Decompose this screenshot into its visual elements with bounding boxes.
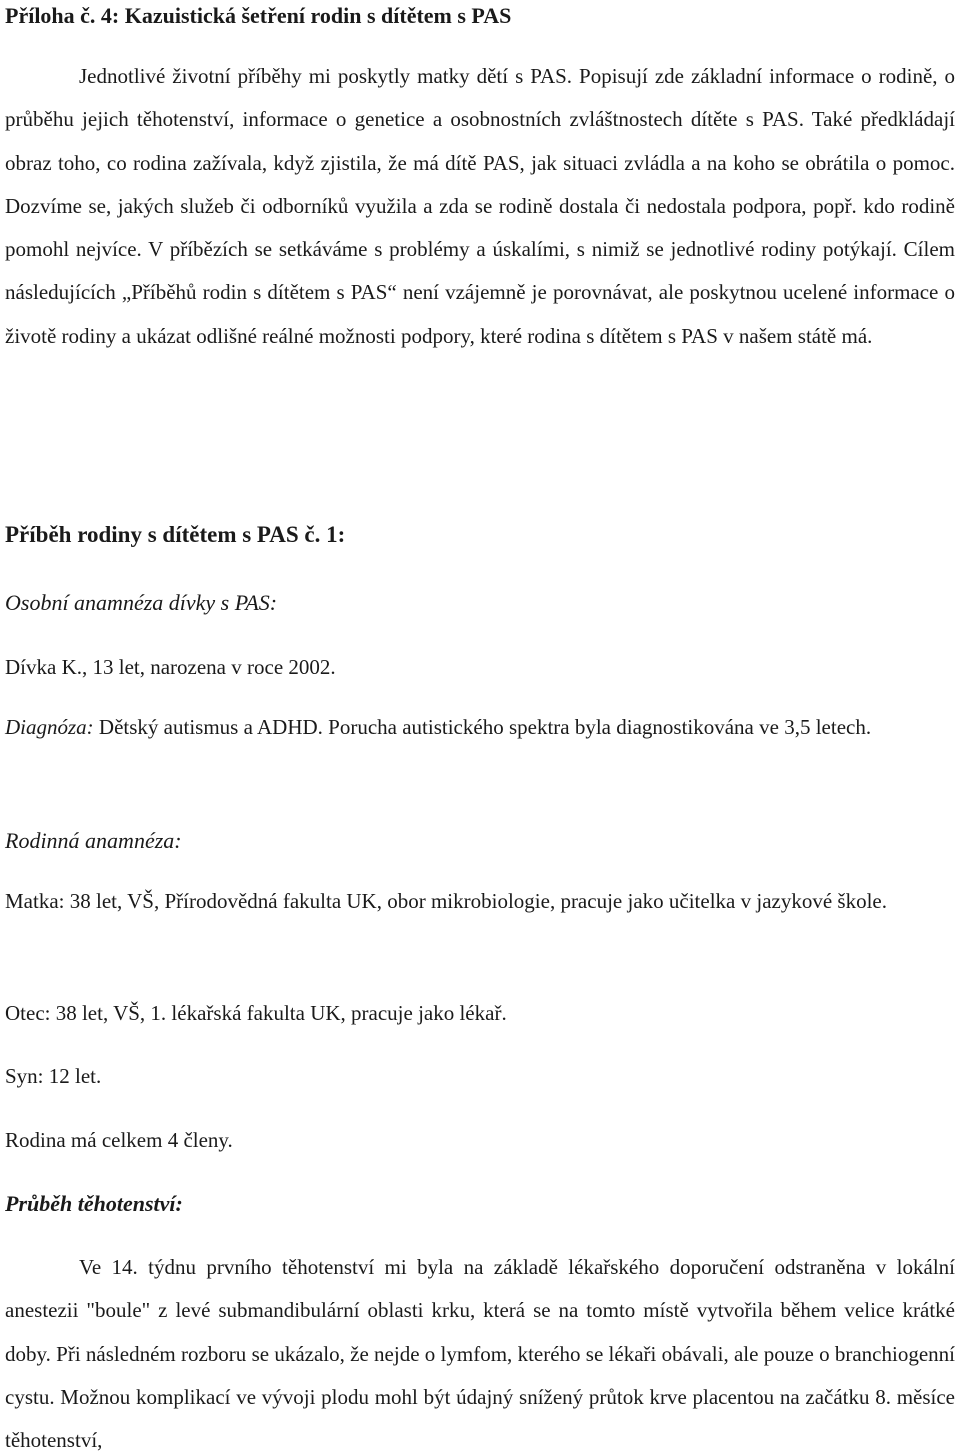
mother-info: Matka: 38 let, VŠ, Přírodovědná fakulta UK, obor mikrobiologie, pracuje jako učitelka v jazykové škole. bbox=[5, 889, 887, 913]
family-size-info: Rodina má celkem 4 členy. bbox=[5, 1128, 233, 1152]
diagnosis-paragraph bbox=[5, 706, 955, 749]
story-heading: Příběh rodiny s dítětem s PAS č. 1: bbox=[5, 522, 346, 547]
son-info: Syn: 12 let. bbox=[5, 1064, 102, 1088]
page-title: Příloha č. 4: Kazuistická šetření rodin s dítětem s PAS bbox=[5, 3, 512, 28]
intro-paragraph-text: Jednotlivé životní příběhy mi poskytly matky dětí s PAS. Popisují zde základní informace o rodině, o průběhu jejich těhotenství, informace o genetice a osobnostních zvláštnostech dítěte s PAS. Také předkládají obraz toho, co rodina zažívala, když zjistila, že má dítě PAS, jak situaci zvládla a na koho se obrátila o pomoc. Dozvíme se, jakých služeb či odborníků využila a zda se rodině dostala či nedostala podpora, popř. kdo rodině pomohl nejvíce. V příbězích se setkáváme s problémy a úskalími, s nimiž se jednotlivé rodiny potýkají. Cílem následujících „Příběhů rodin s dítětem s PAS“ není vzájemně je porovnávat, ale poskytnou ucelené informace o životě rodiny a ukázat odlišné reálné možnosti podpory, které rodina s dítětem s PAS v našem státě má. bbox=[5, 64, 955, 348]
diagnosis-label: Diagnóza: bbox=[5, 715, 94, 739]
diagnosis-text: Dětský autismus a ADHD. Porucha autistického spektra byla diagnostikována ve 3,5 letech. bbox=[98, 715, 872, 739]
girl-info: Dívka K., 13 let, narozena v roce 2002. bbox=[5, 655, 336, 679]
pregnancy-paragraph bbox=[5, 1246, 955, 1456]
pregnancy-paragraph-text: Ve 14. týdnu prvního těhotenství mi byla na základě lékařského doporučení odstraněna v lokální anestezii "boule" z levé submandibulární oblasti krku, která se na tomto místě vytvořila během velice krátké doby. Při následném rozboru se ukázalo, že nejde o lymfom, kterého se lékaři obávali, ale pouze o branchiogenní cystu. Možnou komplikací ve vývoji plodu mohl být údajný snížený průtok krve placentou na začátku 8. měsíce těhotenství, bbox=[5, 1255, 955, 1453]
pregnancy-heading: Průběh těhotenství: bbox=[5, 1191, 183, 1216]
father-info: Otec: 38 let, VŠ, 1. lékařská fakulta UK, pracuje jako lékař. bbox=[5, 1001, 507, 1025]
family-anamnesis-heading: Rodinná anamnéza: bbox=[5, 828, 182, 853]
intro-paragraph bbox=[5, 55, 955, 358]
personal-anamnesis-heading: Osobní anamnéza dívky s PAS: bbox=[5, 590, 278, 615]
